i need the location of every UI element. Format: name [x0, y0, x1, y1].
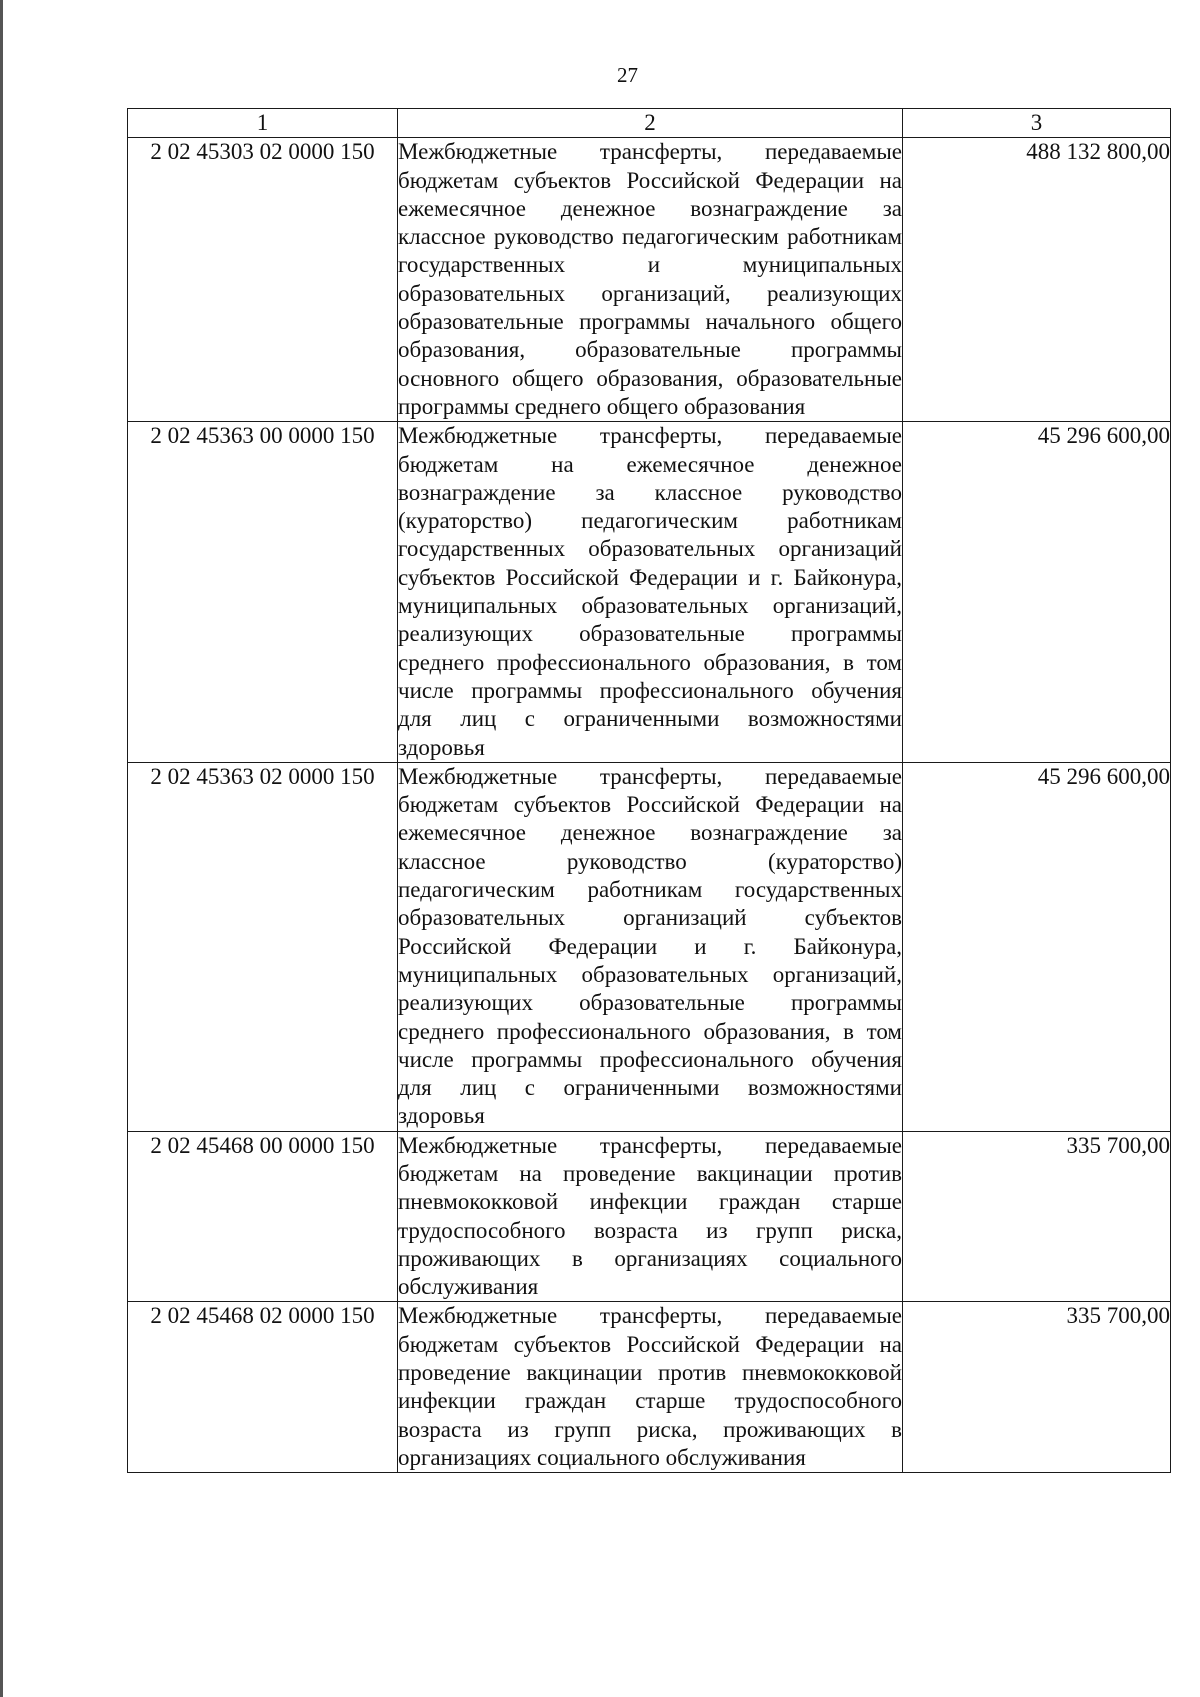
column-header-amount: 3 — [903, 109, 1171, 138]
budget-table — [127, 108, 1171, 1473]
table-row — [128, 1302, 1171, 1473]
transfer-description: Межбюджетные трансферты, передаваемые бюджетам на ежемесячное денежное вознаграждение за классное руководство (кураторство) педагогическим работникам государственных образовательных организаций субъектов Российской Федерации и г. Байконура, муниципальных образовательных организаций, реализующих образовательные программы среднего профессионального образования, в том числе программы профессионального обучения для лиц с ограниченными возможностями здоровья — [398, 422, 903, 763]
transfer-amount: 45 296 600,00 — [903, 762, 1171, 1131]
transfer-description: Межбюджетные трансферты, передаваемые бюджетам субъектов Российской Федерации на ежемесячное денежное вознаграждение за классное руководство (кураторство) педагогическим работникам государственных образовательных организаций субъектов Российской Федерации и г. Байконура, муниципальных образовательных организаций, реализующих образовательные программы среднего профессионального образования, в том числе программы профессионального обучения для лиц с ограниченными возможностями здоровья — [398, 762, 903, 1131]
column-header-description: 2 — [398, 109, 903, 138]
column-header-code: 1 — [128, 109, 398, 138]
transfer-description: Межбюджетные трансферты, передаваемые бюджетам субъектов Российской Федерации на проведение вакцинации против пневмококковой инфекции граждан старше трудоспособного возраста из групп риска, проживающих в организациях социального обслуживания — [398, 1302, 903, 1473]
budget-code: 2 02 45468 00 0000 150 — [128, 1131, 398, 1302]
budget-code: 2 02 45468 02 0000 150 — [128, 1302, 398, 1473]
table-row — [128, 138, 1171, 422]
page-number: 27 — [617, 63, 638, 87]
scan-edge-line — [0, 0, 3, 1697]
table-row — [128, 762, 1171, 1131]
transfer-amount: 45 296 600,00 — [903, 422, 1171, 763]
budget-code: 2 02 45363 00 0000 150 — [128, 422, 398, 763]
transfer-amount: 335 700,00 — [903, 1131, 1171, 1302]
transfer-description: Межбюджетные трансферты, передаваемые бюджетам на проведение вакцинации против пневмококковой инфекции граждан старше трудоспособного возраста из групп риска, проживающих в организациях социального обслуживания — [398, 1131, 903, 1302]
budget-code: 2 02 45363 02 0000 150 — [128, 762, 398, 1131]
transfer-amount: 335 700,00 — [903, 1302, 1171, 1473]
table-row — [128, 1131, 1171, 1302]
table-row — [128, 422, 1171, 763]
transfer-description: Межбюджетные трансферты, передаваемые бюджетам субъектов Российской Федерации на ежемесячное денежное вознаграждение за классное руководство педагогическим работникам государственных и муниципальных образовательных организаций, реализующих образовательные программы начального общего образования, образовательные программы основного общего образования, образовательные программы среднего общего образования — [398, 138, 903, 422]
budget-code: 2 02 45303 02 0000 150 — [128, 138, 398, 422]
transfer-amount: 488 132 800,00 — [903, 138, 1171, 422]
table-header-row — [128, 109, 1171, 138]
